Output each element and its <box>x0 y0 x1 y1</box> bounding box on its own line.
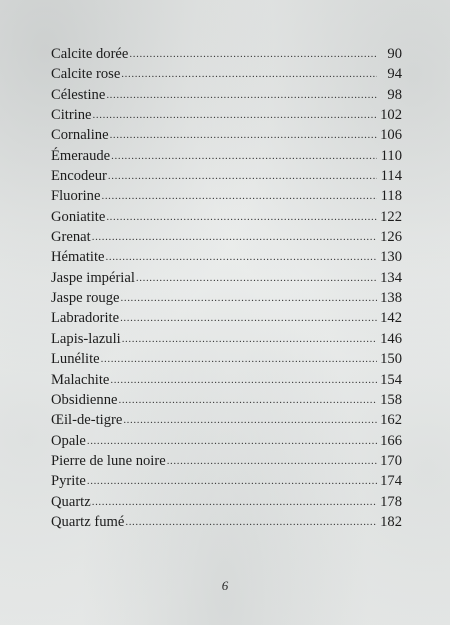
toc-entry <box>51 308 402 328</box>
toc-entry <box>51 492 402 512</box>
toc-dot-leader <box>121 64 377 84</box>
toc-entry-page: 170 <box>380 452 402 469</box>
page-number: 6 <box>221 578 229 593</box>
toc-entry-page: 134 <box>380 269 402 286</box>
toc-dot-leader <box>121 288 378 308</box>
toc-dot-leader <box>122 329 377 349</box>
toc-entry-title: Hématite <box>51 249 105 266</box>
toc-dot-leader <box>101 186 377 206</box>
toc-entry-page: 102 <box>380 107 402 124</box>
toc-entry-title: Lunélite <box>51 351 100 368</box>
toc-entry-title: Quartz <box>51 493 91 510</box>
toc-entry-title: Jaspe rouge <box>51 290 120 307</box>
toc-entry <box>51 166 402 186</box>
toc-entry <box>51 288 402 308</box>
toc-entry-title: Goniatite <box>51 208 106 225</box>
toc-entry-page: 98 <box>387 86 402 103</box>
toc-entry-page: 126 <box>380 229 402 246</box>
toc-entry-page: 106 <box>380 127 402 144</box>
toc-entry-title: Pyrite <box>51 473 86 490</box>
toc-entry <box>51 268 402 288</box>
toc-entry <box>51 186 402 206</box>
toc-entry-page: 178 <box>380 493 402 510</box>
toc-entry <box>51 85 402 105</box>
toc-entry-page: 158 <box>380 391 402 408</box>
toc-entry-title: Malachite <box>51 371 110 388</box>
toc-entry <box>51 247 402 267</box>
toc-entry <box>51 207 402 227</box>
toc-entry-page: 142 <box>380 310 402 327</box>
toc-entry <box>51 512 402 532</box>
toc-entry-title: Célestine <box>51 86 106 103</box>
toc-entry <box>51 64 402 84</box>
toc-dot-leader <box>129 44 377 64</box>
toc-entry-page: 146 <box>380 330 402 347</box>
toc-entry-page: 110 <box>380 147 402 164</box>
toc-dot-leader <box>136 268 377 288</box>
toc-entry <box>51 390 402 410</box>
toc-entry-page: 114 <box>380 168 402 185</box>
table-of-contents <box>51 44 402 532</box>
toc-dot-leader <box>93 105 377 125</box>
toc-entry <box>51 349 402 369</box>
toc-entry-title: Labradorite <box>51 310 120 327</box>
toc-dot-leader <box>87 431 377 451</box>
toc-dot-leader <box>106 207 377 227</box>
toc-entry-title: Calcite dorée <box>51 46 129 62</box>
toc-entry-title: Quartz fumé <box>51 513 125 530</box>
toc-entry-title: Cornaline <box>51 127 109 144</box>
toc-dot-leader <box>106 247 378 267</box>
toc-dot-leader <box>108 166 377 186</box>
toc-entry <box>51 370 402 390</box>
toc-entry <box>51 410 402 430</box>
toc-dot-leader <box>110 125 377 145</box>
toc-entry-title: Lapis-lazuli <box>51 330 121 347</box>
toc-entry <box>51 227 402 247</box>
toc-entry-title: Émeraude <box>51 147 111 164</box>
toc-entry <box>51 44 402 64</box>
toc-entry <box>51 431 402 451</box>
toc-dot-leader <box>110 370 377 390</box>
toc-entry-page: 182 <box>380 513 402 530</box>
toc-entry-title: Obsidienne <box>51 391 118 408</box>
toc-entry-page: 162 <box>380 412 402 429</box>
toc-dot-leader <box>106 85 377 105</box>
toc-dot-leader <box>111 146 377 166</box>
toc-entry <box>51 329 402 349</box>
toc-dot-leader <box>101 349 377 369</box>
toc-entry-page: 138 <box>380 290 402 307</box>
toc-entry-page: 118 <box>380 188 402 205</box>
toc-dot-leader <box>87 471 377 491</box>
toc-entry <box>51 125 402 145</box>
toc-entry-title: Pierre de lune noire <box>51 452 166 469</box>
toc-entry-title: Jaspe impérial <box>51 269 135 286</box>
toc-entry-page: 90 <box>387 46 402 62</box>
toc-entry-page: 166 <box>380 432 402 449</box>
toc-entry-title: Grenat <box>51 229 91 246</box>
toc-entry-page: 130 <box>380 249 402 266</box>
toc-entry <box>51 146 402 166</box>
toc-dot-leader <box>92 227 377 247</box>
toc-entry-page: 94 <box>387 66 402 83</box>
toc-dot-leader <box>123 410 377 430</box>
toc-entry-page: 154 <box>380 371 402 388</box>
toc-entry-title: Citrine <box>51 107 92 124</box>
toc-dot-leader <box>167 451 377 471</box>
toc-entry-page: 174 <box>380 473 402 490</box>
toc-dot-leader <box>92 492 377 512</box>
toc-entry-page: 150 <box>380 351 402 368</box>
toc-entry-page: 122 <box>380 208 402 225</box>
toc-entry-title: Opale <box>51 432 86 449</box>
toc-entry-title: Encodeur <box>51 168 107 185</box>
toc-entry-title: Œil-de-tigre <box>51 412 123 429</box>
toc-entry-title: Fluorine <box>51 188 101 205</box>
toc-entry <box>51 105 402 125</box>
toc-dot-leader <box>125 512 377 532</box>
toc-entry <box>51 471 402 491</box>
toc-entry <box>51 451 402 471</box>
toc-dot-leader <box>118 390 377 410</box>
toc-entry-title: Calcite rose <box>51 66 121 83</box>
toc-dot-leader <box>120 308 377 328</box>
